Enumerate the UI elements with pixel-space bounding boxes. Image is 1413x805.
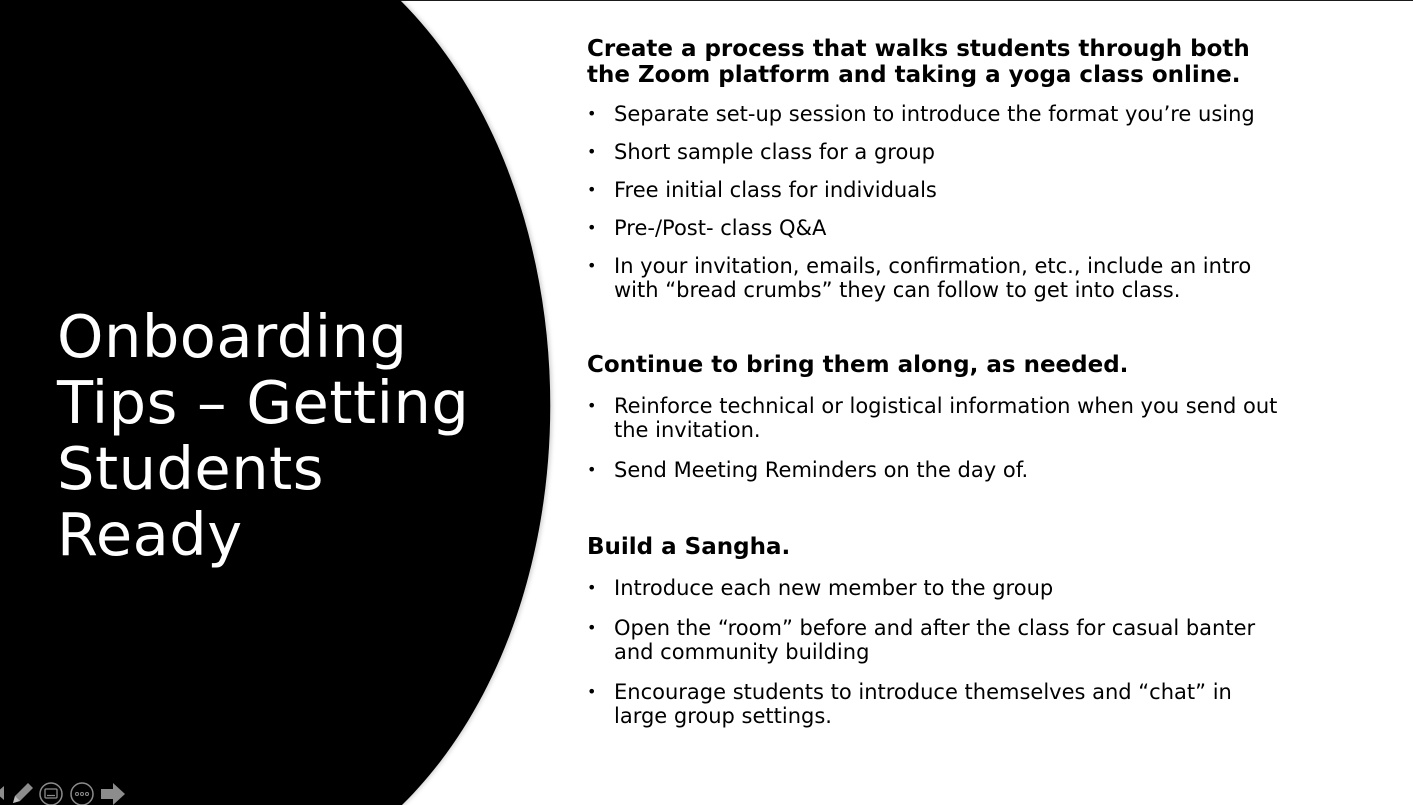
bullet-item (587, 178, 1287, 202)
bullet-item (587, 140, 1287, 164)
section-heading: Build a Sangha. (587, 534, 791, 560)
bullet-item (587, 680, 1287, 728)
bullet-dot: • (587, 618, 597, 637)
bullet-text: Short sample class for a group (614, 140, 935, 164)
section-heading: Create a process that walks students through both the Zoom platform and taking a yoga class online. (587, 36, 1250, 88)
bullet-dot: • (587, 396, 597, 415)
bullet-text: Pre-/Post- class Q&A (614, 216, 827, 240)
bullet-dot: • (587, 682, 597, 701)
pen-icon[interactable] (8, 781, 36, 805)
bullet-text: Send Meeting Reminders on the day of. (614, 458, 1029, 482)
bullet-list (587, 102, 1287, 302)
slide-title: Onboarding Tips – Getting Students Ready (57, 302, 470, 569)
bullet-text: In your invitation, emails, confirmation, etc., include an intro with “bread crumbs” they can follow to get into class. (614, 254, 1252, 302)
bullet-item (587, 394, 1287, 442)
bullet-dot: • (587, 256, 597, 275)
bullet-text: Free initial class for individuals (614, 178, 937, 202)
bullet-list (587, 576, 1287, 728)
bullet-text: Reinforce technical or logistical information when you send out the invitation. (614, 394, 1278, 442)
section-heading: Continue to bring them along, as needed. (587, 352, 1129, 378)
bullet-item (587, 102, 1287, 126)
bullet-dot: • (587, 218, 597, 237)
section-build-sangha (587, 534, 1287, 728)
bullet-dot: • (587, 460, 597, 479)
presentation-toolbar (0, 780, 128, 805)
bullet-item (587, 616, 1287, 664)
subtitles-icon[interactable] (36, 781, 66, 805)
bullet-dot: • (587, 578, 597, 597)
back-arrow-icon[interactable] (0, 782, 8, 804)
more-options-icon[interactable] (66, 781, 98, 805)
bullet-item (587, 576, 1287, 600)
bullet-dot: • (587, 142, 597, 161)
section-create-process (587, 36, 1287, 302)
section-continue (587, 352, 1287, 482)
bullet-text: Introduce each new member to the group (614, 576, 1054, 600)
bullet-item (587, 216, 1287, 240)
bullet-text: Encourage students to introduce themselves and “chat” in large group settings. (614, 680, 1232, 728)
bullet-list (587, 394, 1287, 482)
bullet-item (587, 254, 1287, 302)
bullet-text: Separate set-up session to introduce the format you’re using (614, 102, 1255, 126)
bullet-dot: • (587, 180, 597, 199)
bullet-item (587, 458, 1287, 482)
forward-arrow-icon[interactable] (98, 781, 128, 805)
bullet-text: Open the “room” before and after the class for casual banter and community building (614, 616, 1256, 664)
bullet-dot: • (587, 104, 597, 123)
slide-content (587, 36, 1287, 728)
